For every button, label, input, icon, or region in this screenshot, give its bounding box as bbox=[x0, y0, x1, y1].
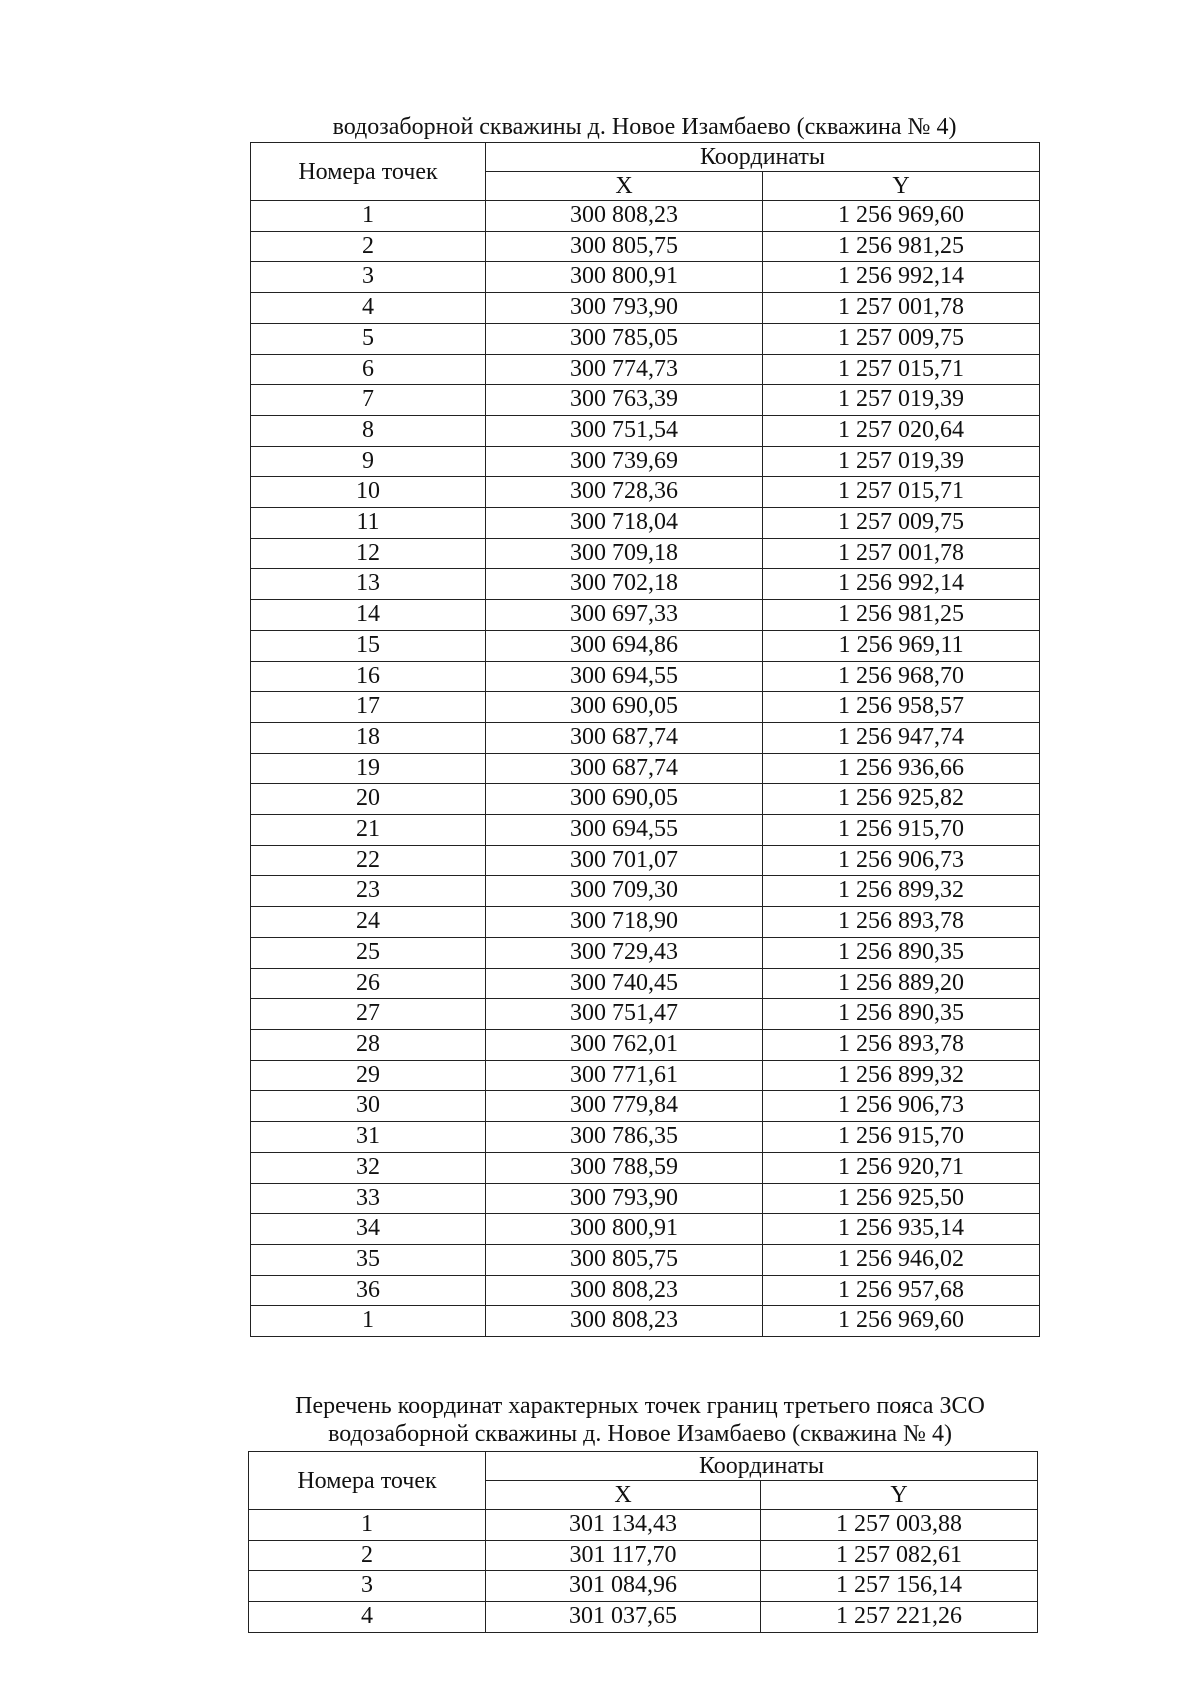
table-row bbox=[251, 1122, 1040, 1153]
y-coordinate-cell: 1 257 009,75 bbox=[763, 323, 1040, 354]
x-coordinate-cell: 300 687,74 bbox=[486, 753, 763, 784]
x-coordinate-cell: 300 690,05 bbox=[486, 692, 763, 723]
table-row bbox=[251, 937, 1040, 968]
table-row bbox=[251, 845, 1040, 876]
x-coordinate-cell: 300 785,05 bbox=[486, 323, 763, 354]
point-number-cell: 2 bbox=[251, 231, 486, 262]
table-row bbox=[251, 231, 1040, 262]
point-number-cell: 33 bbox=[251, 1183, 486, 1214]
y-coordinate-cell: 1 256 969,60 bbox=[763, 201, 1040, 232]
table-row bbox=[251, 354, 1040, 385]
y-coordinate-cell: 1 256 920,71 bbox=[763, 1152, 1040, 1183]
point-number-cell: 23 bbox=[251, 876, 486, 907]
x-coordinate-cell: 300 751,47 bbox=[486, 999, 763, 1030]
point-number-cell: 32 bbox=[251, 1152, 486, 1183]
table1-body bbox=[251, 201, 1040, 1337]
table-row bbox=[251, 999, 1040, 1030]
table-row bbox=[249, 1510, 1038, 1541]
table-row bbox=[249, 1602, 1038, 1633]
table-row bbox=[251, 968, 1040, 999]
x-coordinate-cell: 300 805,75 bbox=[486, 1244, 763, 1275]
y-coordinate-cell: 1 257 156,14 bbox=[761, 1571, 1038, 1602]
y-coordinate-cell: 1 256 946,02 bbox=[763, 1244, 1040, 1275]
x-coordinate-cell: 300 805,75 bbox=[486, 231, 763, 262]
point-number-cell: 8 bbox=[251, 415, 486, 446]
header-point-numbers: Номера точек bbox=[251, 143, 486, 201]
point-number-cell: 9 bbox=[251, 446, 486, 477]
x-coordinate-cell: 300 729,43 bbox=[486, 937, 763, 968]
point-number-cell: 4 bbox=[249, 1602, 486, 1633]
y-coordinate-cell: 1 256 936,66 bbox=[763, 753, 1040, 784]
y-coordinate-cell: 1 257 082,61 bbox=[761, 1540, 1038, 1571]
point-number-cell: 5 bbox=[251, 323, 486, 354]
y-coordinate-cell: 1 257 001,78 bbox=[763, 538, 1040, 569]
table-row bbox=[251, 1152, 1040, 1183]
header-point-numbers: Номера точек bbox=[249, 1452, 486, 1510]
y-coordinate-cell: 1 257 003,88 bbox=[761, 1510, 1038, 1541]
table-row bbox=[251, 1275, 1040, 1306]
x-coordinate-cell: 301 037,65 bbox=[486, 1602, 761, 1633]
x-coordinate-cell: 300 771,61 bbox=[486, 1060, 763, 1091]
header-x: X bbox=[486, 172, 763, 201]
header-coordinates: Координаты bbox=[486, 143, 1040, 172]
point-number-cell: 21 bbox=[251, 815, 486, 846]
x-coordinate-cell: 301 084,96 bbox=[486, 1571, 761, 1602]
table-row bbox=[249, 1571, 1038, 1602]
y-coordinate-cell: 1 257 015,71 bbox=[763, 477, 1040, 508]
table2-caption bbox=[240, 1392, 1040, 1448]
point-number-cell: 6 bbox=[251, 354, 486, 385]
y-coordinate-cell: 1 256 925,82 bbox=[763, 784, 1040, 815]
y-coordinate-cell: 1 256 906,73 bbox=[763, 845, 1040, 876]
y-coordinate-cell: 1 257 019,39 bbox=[763, 446, 1040, 477]
point-number-cell: 2 bbox=[249, 1540, 486, 1571]
point-number-cell: 14 bbox=[251, 600, 486, 631]
x-coordinate-cell: 300 709,30 bbox=[486, 876, 763, 907]
table-row bbox=[251, 600, 1040, 631]
point-number-cell: 24 bbox=[251, 907, 486, 938]
y-coordinate-cell: 1 257 019,39 bbox=[763, 385, 1040, 416]
table-row bbox=[251, 630, 1040, 661]
table-row bbox=[251, 293, 1040, 324]
table2-caption-line1: Перечень координат характерных точек границ третьего пояса ЗСО bbox=[295, 1393, 985, 1419]
table-row bbox=[251, 907, 1040, 938]
x-coordinate-cell: 300 718,90 bbox=[486, 907, 763, 938]
point-number-cell: 28 bbox=[251, 1029, 486, 1060]
point-number-cell: 27 bbox=[251, 999, 486, 1030]
point-number-cell: 4 bbox=[251, 293, 486, 324]
table-row bbox=[251, 323, 1040, 354]
point-number-cell: 16 bbox=[251, 661, 486, 692]
point-number-cell: 18 bbox=[251, 722, 486, 753]
table-row bbox=[251, 815, 1040, 846]
y-coordinate-cell: 1 256 981,25 bbox=[763, 231, 1040, 262]
x-coordinate-cell: 300 694,86 bbox=[486, 630, 763, 661]
x-coordinate-cell: 300 800,91 bbox=[486, 262, 763, 293]
table-row bbox=[251, 446, 1040, 477]
header-y: Y bbox=[761, 1481, 1038, 1510]
point-number-cell: 15 bbox=[251, 630, 486, 661]
x-coordinate-cell: 300 808,23 bbox=[486, 1306, 763, 1337]
table-row bbox=[251, 201, 1040, 232]
x-coordinate-cell: 300 808,23 bbox=[486, 1275, 763, 1306]
x-coordinate-cell: 300 800,91 bbox=[486, 1214, 763, 1245]
y-coordinate-cell: 1 256 890,35 bbox=[763, 937, 1040, 968]
x-coordinate-cell: 300 694,55 bbox=[486, 815, 763, 846]
x-coordinate-cell: 300 786,35 bbox=[486, 1122, 763, 1153]
point-number-cell: 26 bbox=[251, 968, 486, 999]
table2-caption-line2: водозаборной скважины д. Новое Изамбаево (скважина № 4) bbox=[328, 1421, 952, 1447]
table-row bbox=[251, 1183, 1040, 1214]
y-coordinate-cell: 1 256 890,35 bbox=[763, 999, 1040, 1030]
y-coordinate-cell: 1 256 906,73 bbox=[763, 1091, 1040, 1122]
point-number-cell: 30 bbox=[251, 1091, 486, 1122]
x-coordinate-cell: 300 687,74 bbox=[486, 722, 763, 753]
x-coordinate-cell: 301 117,70 bbox=[486, 1540, 761, 1571]
table-row bbox=[251, 415, 1040, 446]
point-number-cell: 3 bbox=[251, 262, 486, 293]
point-number-cell: 13 bbox=[251, 569, 486, 600]
y-coordinate-cell: 1 256 935,14 bbox=[763, 1214, 1040, 1245]
y-coordinate-cell: 1 256 981,25 bbox=[763, 600, 1040, 631]
y-coordinate-cell: 1 256 968,70 bbox=[763, 661, 1040, 692]
y-coordinate-cell: 1 256 969,11 bbox=[763, 630, 1040, 661]
point-number-cell: 11 bbox=[251, 508, 486, 539]
x-coordinate-cell: 300 793,90 bbox=[486, 293, 763, 324]
point-number-cell: 34 bbox=[251, 1214, 486, 1245]
x-coordinate-cell: 300 808,23 bbox=[486, 201, 763, 232]
y-coordinate-cell: 1 257 009,75 bbox=[763, 508, 1040, 539]
table-row bbox=[251, 692, 1040, 723]
x-coordinate-cell: 300 751,54 bbox=[486, 415, 763, 446]
x-coordinate-cell: 300 762,01 bbox=[486, 1029, 763, 1060]
y-coordinate-cell: 1 256 992,14 bbox=[763, 569, 1040, 600]
table-row bbox=[251, 477, 1040, 508]
point-number-cell: 17 bbox=[251, 692, 486, 723]
y-coordinate-cell: 1 257 001,78 bbox=[763, 293, 1040, 324]
x-coordinate-cell: 300 701,07 bbox=[486, 845, 763, 876]
table-row bbox=[251, 508, 1040, 539]
header-x: X bbox=[486, 1481, 761, 1510]
y-coordinate-cell: 1 256 969,60 bbox=[763, 1306, 1040, 1337]
x-coordinate-cell: 300 779,84 bbox=[486, 1091, 763, 1122]
y-coordinate-cell: 1 256 889,20 bbox=[763, 968, 1040, 999]
point-number-cell: 36 bbox=[251, 1275, 486, 1306]
x-coordinate-cell: 300 739,69 bbox=[486, 446, 763, 477]
point-number-cell: 31 bbox=[251, 1122, 486, 1153]
x-coordinate-cell: 300 709,18 bbox=[486, 538, 763, 569]
y-coordinate-cell: 1 256 947,74 bbox=[763, 722, 1040, 753]
table-row bbox=[249, 1540, 1038, 1571]
table-row bbox=[251, 876, 1040, 907]
point-number-cell: 7 bbox=[251, 385, 486, 416]
x-coordinate-cell: 300 728,36 bbox=[486, 477, 763, 508]
point-number-cell: 12 bbox=[251, 538, 486, 569]
table-row bbox=[251, 1029, 1040, 1060]
point-number-cell: 1 bbox=[251, 1306, 486, 1337]
table-row bbox=[251, 569, 1040, 600]
y-coordinate-cell: 1 256 899,32 bbox=[763, 876, 1040, 907]
point-number-cell: 1 bbox=[249, 1510, 486, 1541]
table1-caption-text: водозаборной скважины д. Новое Изамбаево (скважина № 4) bbox=[332, 114, 957, 140]
y-coordinate-cell: 1 256 915,70 bbox=[763, 815, 1040, 846]
x-coordinate-cell: 300 740,45 bbox=[486, 968, 763, 999]
x-coordinate-cell: 300 793,90 bbox=[486, 1183, 763, 1214]
coordinates-table-2 bbox=[248, 1451, 1038, 1633]
y-coordinate-cell: 1 256 925,50 bbox=[763, 1183, 1040, 1214]
x-coordinate-cell: 300 697,33 bbox=[486, 600, 763, 631]
y-coordinate-cell: 1 257 221,26 bbox=[761, 1602, 1038, 1633]
point-number-cell: 3 bbox=[249, 1571, 486, 1602]
x-coordinate-cell: 300 763,39 bbox=[486, 385, 763, 416]
y-coordinate-cell: 1 257 015,71 bbox=[763, 354, 1040, 385]
table-row bbox=[251, 262, 1040, 293]
table-row bbox=[251, 1091, 1040, 1122]
x-coordinate-cell: 300 788,59 bbox=[486, 1152, 763, 1183]
table-row bbox=[251, 1060, 1040, 1091]
point-number-cell: 29 bbox=[251, 1060, 486, 1091]
y-coordinate-cell: 1 256 893,78 bbox=[763, 1029, 1040, 1060]
table-row bbox=[251, 538, 1040, 569]
point-number-cell: 25 bbox=[251, 937, 486, 968]
table-row bbox=[251, 753, 1040, 784]
y-coordinate-cell: 1 256 893,78 bbox=[763, 907, 1040, 938]
y-coordinate-cell: 1 257 020,64 bbox=[763, 415, 1040, 446]
point-number-cell: 20 bbox=[251, 784, 486, 815]
x-coordinate-cell: 300 694,55 bbox=[486, 661, 763, 692]
table2-body bbox=[249, 1510, 1038, 1633]
x-coordinate-cell: 300 718,04 bbox=[486, 508, 763, 539]
table-row bbox=[251, 661, 1040, 692]
point-number-cell: 35 bbox=[251, 1244, 486, 1275]
x-coordinate-cell: 301 134,43 bbox=[486, 1510, 761, 1541]
table-row bbox=[251, 1214, 1040, 1245]
y-coordinate-cell: 1 256 992,14 bbox=[763, 262, 1040, 293]
y-coordinate-cell: 1 256 899,32 bbox=[763, 1060, 1040, 1091]
y-coordinate-cell: 1 256 958,57 bbox=[763, 692, 1040, 723]
point-number-cell: 22 bbox=[251, 845, 486, 876]
table-row bbox=[251, 385, 1040, 416]
y-coordinate-cell: 1 256 957,68 bbox=[763, 1275, 1040, 1306]
y-coordinate-cell: 1 256 915,70 bbox=[763, 1122, 1040, 1153]
table-row bbox=[251, 722, 1040, 753]
point-number-cell: 1 bbox=[251, 201, 486, 232]
point-number-cell: 10 bbox=[251, 477, 486, 508]
x-coordinate-cell: 300 690,05 bbox=[486, 784, 763, 815]
header-coordinates: Координаты bbox=[486, 1452, 1038, 1481]
table-row bbox=[251, 784, 1040, 815]
x-coordinate-cell: 300 702,18 bbox=[486, 569, 763, 600]
header-y: Y bbox=[763, 172, 1040, 201]
coordinates-table-1 bbox=[250, 142, 1040, 1337]
point-number-cell: 19 bbox=[251, 753, 486, 784]
table1-caption bbox=[250, 113, 1039, 141]
x-coordinate-cell: 300 774,73 bbox=[486, 354, 763, 385]
table-row bbox=[251, 1306, 1040, 1337]
table-row bbox=[251, 1244, 1040, 1275]
